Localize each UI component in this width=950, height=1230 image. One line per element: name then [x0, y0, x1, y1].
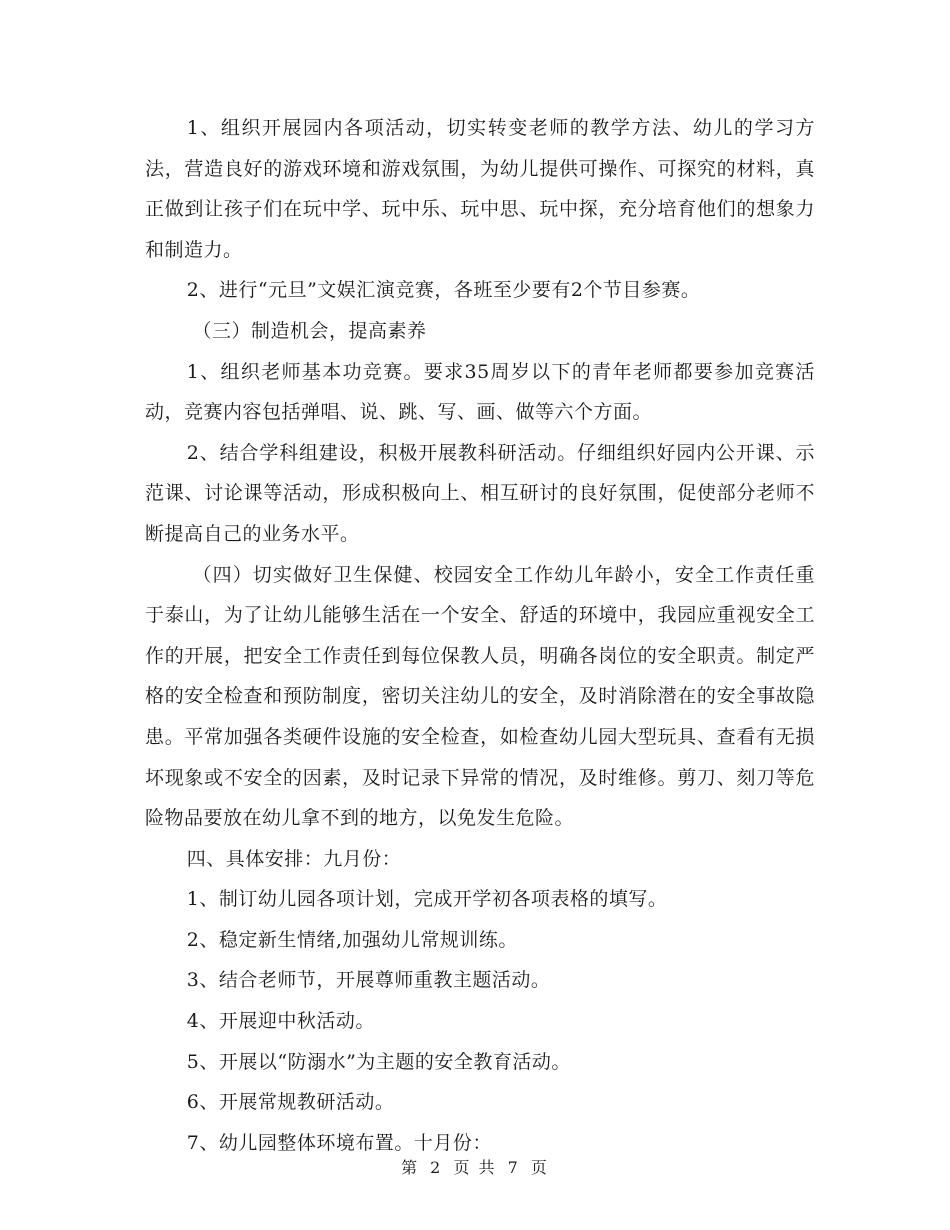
page-footer	[0, 1155, 950, 1178]
list-item: 7、幼儿园整体环境布置。十月份：	[186, 1131, 492, 1154]
footer-total-pages: 7	[507, 1158, 520, 1177]
list-item: 5、开展以“防溺水”为主题的安全教育活动。	[186, 1050, 571, 1073]
list-item: 3、结合老师节，开展尊师重教主题活动。	[186, 969, 551, 992]
paragraph: 1、组织老师基本功竞赛。要求35周岁以下的青年老师都要参加竞赛活动，竞赛内容包括弹唱、说、跳、写、画、做等六个方面。	[145, 360, 815, 424]
paragraph: 四、具体安排：九月份：	[186, 847, 402, 870]
paragraph: 1、组织开展园内各项活动，切实转变老师的教学方法、幼儿的学习方法，营造良好的游戏环境和游戏氛围，为幼儿提供可操作、可探究的材料，真正做到让孩子们在玩中学、玩中乐、玩中思、玩中探，充分培育他们的想象力和制造力。	[145, 117, 815, 261]
list-item: 6、开展常规教研活动。	[186, 1091, 395, 1114]
section-paragraph: （四）切实做好卫生保健、校园安全工作幼儿年龄小，安全工作责任重于泰山，为了让幼儿能够生活在一个安全、舒适的环境中，我园应重视安全工作的开展，把安全工作责任到每位保教人员，明确各岗位的安全职责。制定严格的安全检查和预防制度，密切关注幼儿的安全，及时消除潜在的安全事故隐患。平常加强各类硬件设施的安全检查，如检查幼儿园大型玩具、查看有无损坏现象或不安全的因素，及时记录下异常的情况，及时维修。剪刀、刻刀等危险物品要放在幼儿拿不到的地方，以免发生危险。	[145, 563, 815, 830]
document-body	[145, 108, 815, 1163]
list-item: 4、开展迎中秋活动。	[186, 1010, 375, 1033]
footer-current-page: 2	[430, 1158, 443, 1177]
footer-middle: 页 共	[453, 1158, 497, 1177]
footer-prefix: 第	[401, 1158, 420, 1177]
footer-suffix: 页	[530, 1158, 549, 1177]
paragraph: 2、进行“元旦”文娱汇演竞赛，各班至少要有2个节目参赛。	[186, 279, 701, 302]
paragraph: 2、结合学科组建设，积极开展教科研活动。仔细组织好园内公开课、示范课、讨论课等活动，形成积极向上、相互研讨的良好氛围，促使部分老师不断提高自己的业务水平。	[145, 441, 815, 545]
list-item: 2、稳定新生情绪,加强幼儿常规训练。	[186, 928, 518, 951]
section-heading: （三）制造机会，提高素养	[192, 319, 427, 342]
list-item: 1、制订幼儿园各项计划，完成开学初各项表格的填写。	[186, 888, 668, 911]
